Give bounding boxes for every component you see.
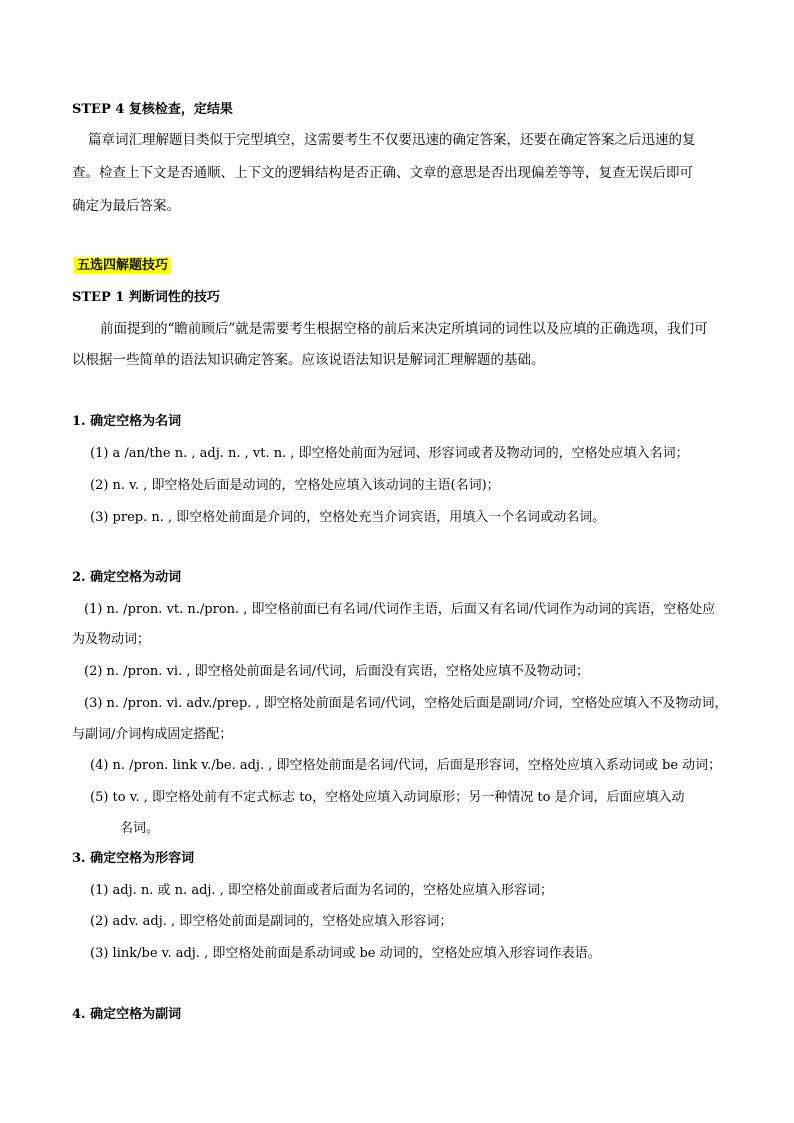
verb-rule-item: 名词。 [120,821,160,836]
verb-rule-item: 为及物动词； [72,632,151,647]
verb-rule-item: (2) n. /pron. vi. , 即空格处前面是名词/代词，后面没有宾语，空格处应填不及物动词； [84,664,589,679]
step1-paragraph-line: 以根据一些简单的语法知识确定答案。应该说语法知识是解词汇理解题的基础。 [72,352,545,368]
step1-heading: STEP 1 判断词性的技巧 [72,290,220,305]
step1-paragraph-line: 前面提到的“瞻前顾后”就是需要考生根据空格的前后来决定所填词的词性以及应填的正确选项，我们可 [100,321,708,337]
adjective-rule-item: (2) adv. adj. , 即空格处前面是副词的，空格处应填入形容词； [90,914,453,929]
section-title-highlight: 五选四解题技巧 [74,257,171,274]
verb-rule-item: (4) n. /pron. link v./be. adj. , 即空格处前面是名词/代词，后面是形容词，空格处应填入系动词或 be 动词； [90,758,722,773]
verb-rule-item: 与副词/介词构成固定搭配； [72,727,233,742]
noun-rule-item: (1) a /an/the n. , adj. n. , vt. n. , 即空格处前面为冠词、形容词或者及物动词的，空格处应填入名词； [90,446,689,461]
verb-rule-item: (1) n. /pron. vt. n./pron. , 即空格前面已有名词/代词作主语，后面又有名词/代词作为动词的宾语，空格处应 [84,602,716,617]
section-title [74,256,734,276]
step4-paragraph-line: 篇章词汇理解题目类似于完型填空，这需要考生不仅要迅速的确定答案，还要在确定答案之后迅速的复 [88,132,696,148]
step4-paragraph-line: 确定为最后答案。 [72,198,180,214]
adverb-heading: 4. 确定空格为副词 [72,1007,182,1022]
step4-paragraph-line: 查。检查上下文是否通顺、上下文的逻辑结构是否正确、文章的意思是否出现偏差等等，复查无误后即可 [72,165,693,181]
adjective-rule-item: (3) link/be v. adj. , 即空格处前面是系动词或 be 动词的，空格处应填入形容词作表语。 [90,946,601,961]
noun-heading: 1. 确定空格为名词 [72,414,182,429]
adjective-rule-item: (1) adj. n. 或 n. adj. , 即空格处前面或者后面为名词的，空格处应填入形容词； [90,883,553,898]
step4-heading: STEP 4 复核检查，定结果 [72,102,233,117]
noun-rule-item: (2) n. v. , 即空格处后面是动词的，空格处应填入该动词的主语(名词)； [90,478,500,493]
verb-heading: 2. 确定空格为动词 [72,570,182,585]
verb-rule-item: (3) n. /pron. vi. adv./prep. , 即空格处前面是名词/代词，空格处后面是副词/介词，空格处应填入不及物动词， [84,696,728,711]
noun-rule-item: (3) prep. n. , 即空格处前面是介词的，空格处充当介词宾语，用填入一个名词或动名词。 [90,510,606,525]
verb-rule-item: (5) to v. , 即空格处前有不定式标志 to，空格处应填入动词原形；另一种情况 to 是介词，后面应填入动 [90,790,685,805]
adjective-heading: 3. 确定空格为形容词 [72,851,195,866]
